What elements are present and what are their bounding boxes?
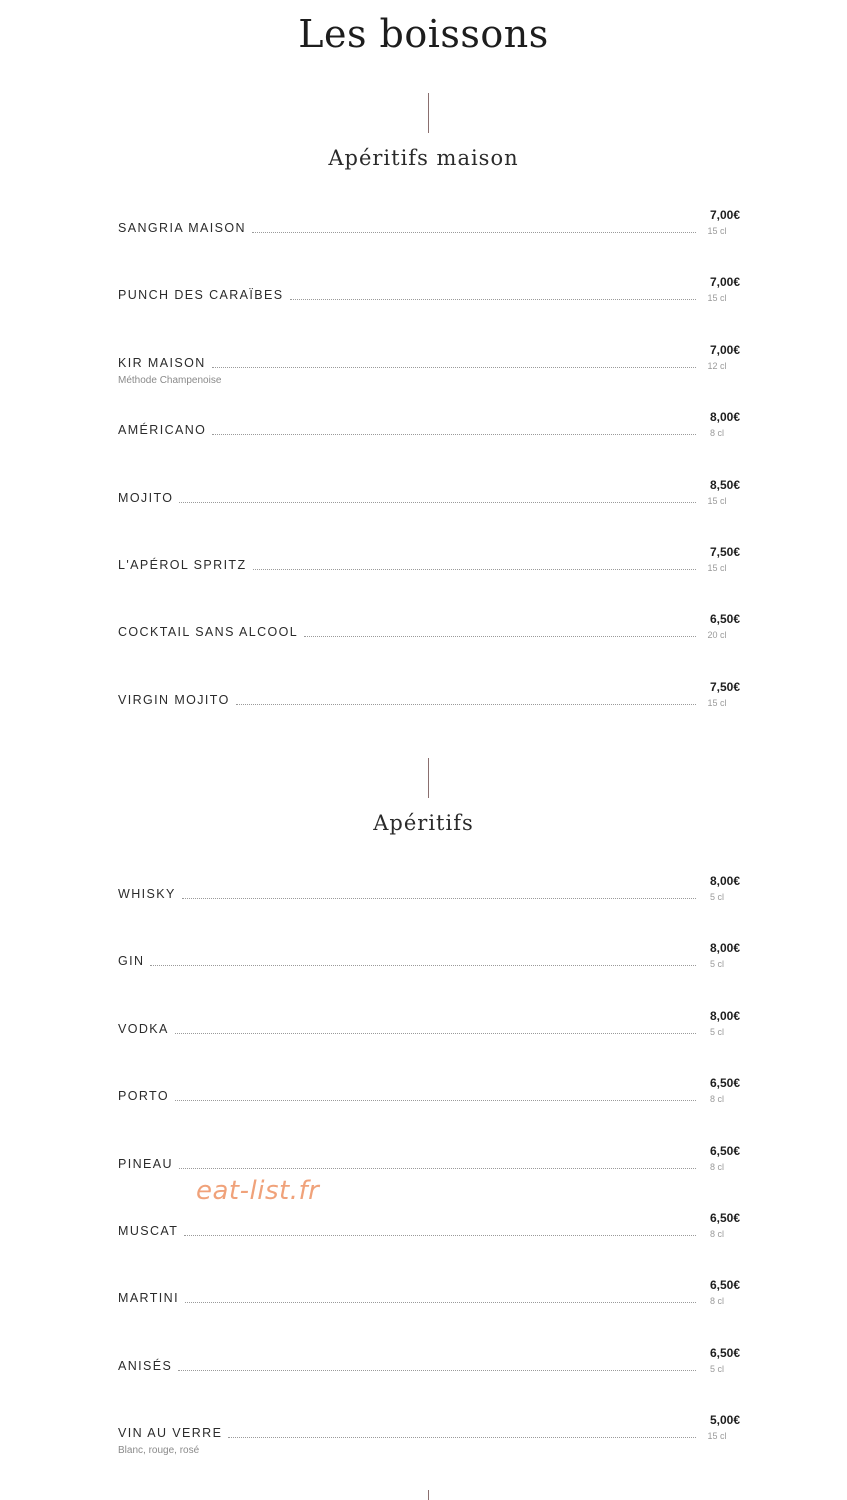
menu-item-name: MARTINI — [118, 1291, 179, 1305]
menu-item-price: 8,00€ — [709, 1009, 740, 1023]
menu-item-name: L'APÉROL SPRITZ — [118, 558, 247, 572]
section-divider — [428, 1490, 429, 1500]
menu-item-name: MUSCAT — [118, 1224, 179, 1238]
menu-item-price: 6,50€ — [709, 612, 740, 626]
dotted-leader — [185, 1302, 696, 1303]
menu-item-volume: 5 cl — [709, 959, 724, 969]
menu-item — [118, 874, 740, 930]
menu-item-price: 6,50€ — [709, 1278, 740, 1292]
menu-item-name: PINEAU — [118, 1157, 173, 1171]
menu-item-row — [118, 1358, 696, 1374]
menu-item-name: VODKA — [118, 1022, 169, 1036]
dotted-leader — [228, 1437, 696, 1438]
menu-item-price: 7,00€ — [709, 275, 740, 289]
dotted-leader — [178, 1370, 696, 1371]
menu-item-price: 7,50€ — [709, 545, 740, 559]
menu-item-volume: 8 cl — [709, 1229, 724, 1239]
dotted-leader — [179, 502, 696, 503]
menu-item-volume: 15 cl — [707, 698, 727, 708]
menu-item-price: 6,50€ — [709, 1346, 740, 1360]
dotted-leader — [179, 1168, 696, 1169]
menu-item — [118, 410, 740, 466]
dotted-leader — [175, 1100, 696, 1101]
menu-item-row — [118, 953, 696, 969]
menu-item-volume: 12 cl — [707, 361, 727, 371]
section-divider — [428, 758, 429, 798]
menu-item-price: 7,00€ — [709, 208, 740, 222]
dotted-leader — [212, 434, 696, 435]
menu-item-volume: 15 cl — [707, 293, 727, 303]
dotted-leader — [212, 367, 696, 368]
menu-item — [118, 478, 740, 534]
menu-item-price: 8,00€ — [709, 941, 740, 955]
dotted-leader — [253, 569, 696, 570]
menu-item-price: 7,00€ — [709, 343, 740, 357]
menu-item-price: 5,00€ — [709, 1413, 740, 1427]
menu-item-row — [118, 1156, 696, 1172]
menu-item-volume: 5 cl — [709, 1364, 724, 1374]
menu-item — [118, 612, 740, 668]
menu-item-name: PORTO — [118, 1089, 169, 1103]
section-title-aperitifs: Apéritifs — [373, 811, 474, 835]
menu-item — [118, 208, 740, 264]
menu-item-row — [118, 1290, 696, 1306]
menu-item — [118, 1211, 740, 1267]
menu-item-name: PUNCH DES CARAÏBES — [118, 288, 284, 302]
menu-item-description: Méthode Champenoise — [118, 375, 222, 386]
menu-item-volume: 5 cl — [709, 1027, 724, 1037]
menu-item-row — [118, 355, 696, 371]
menu-item — [118, 1413, 740, 1469]
menu-item-row — [118, 490, 696, 506]
dotted-leader — [236, 704, 696, 705]
menu-item-row — [118, 1223, 696, 1239]
menu-item — [118, 343, 740, 399]
menu-item-row — [118, 1021, 696, 1037]
watermark-logo: eat-list.fr — [196, 1176, 320, 1206]
section-divider — [428, 93, 429, 133]
dotted-leader — [252, 232, 696, 233]
menu-item-price: 8,00€ — [709, 874, 740, 888]
menu-item-price: 8,50€ — [709, 478, 740, 492]
dotted-leader — [184, 1235, 696, 1236]
menu-item-name: MOJITO — [118, 491, 174, 505]
menu-item-row — [118, 886, 696, 902]
dotted-leader — [150, 965, 696, 966]
menu-item — [118, 1346, 740, 1402]
menu-item-row — [118, 1425, 696, 1441]
dotted-leader — [182, 898, 696, 899]
menu-item-name: AMÉRICANO — [118, 423, 207, 437]
menu-item-name: ANISÉS — [118, 1359, 173, 1373]
menu-item-volume: 15 cl — [707, 496, 727, 506]
menu-item — [118, 1278, 740, 1334]
menu-item-volume: 15 cl — [707, 563, 727, 573]
menu-item-name: WHISKY — [118, 887, 176, 901]
page-title: Les boissons — [298, 12, 549, 56]
menu-item-name: SANGRIA MAISON — [118, 221, 246, 235]
menu-item-row — [118, 692, 696, 708]
menu-item — [118, 275, 740, 331]
menu-item-row — [118, 422, 696, 438]
dotted-leader — [304, 636, 696, 637]
menu-item-row — [118, 624, 696, 640]
menu-item-name: COCKTAIL SANS ALCOOL — [118, 625, 299, 639]
menu-item-name: GIN — [118, 954, 145, 968]
menu-item-volume: 15 cl — [707, 1431, 727, 1441]
menu-item-price: 6,50€ — [709, 1211, 740, 1225]
menu-item-volume: 8 cl — [709, 428, 724, 438]
menu-item-price: 6,50€ — [709, 1076, 740, 1090]
menu-item-volume: 5 cl — [709, 892, 724, 902]
menu-item-price: 6,50€ — [709, 1144, 740, 1158]
menu-item-row — [118, 287, 696, 303]
menu-item — [118, 1076, 740, 1132]
menu-item-row — [118, 1088, 696, 1104]
menu-item — [118, 1009, 740, 1065]
menu-item — [118, 941, 740, 997]
menu-item — [118, 680, 740, 736]
menu-item-description: Blanc, rouge, rosé — [118, 1445, 200, 1456]
menu-item-volume: 20 cl — [707, 630, 727, 640]
menu-item-name: KIR MAISON — [118, 356, 206, 370]
menu-item-row — [118, 220, 696, 236]
menu-item-name: VIN AU VERRE — [118, 1426, 223, 1440]
menu-item-name: VIRGIN MOJITO — [118, 693, 230, 707]
dotted-leader — [290, 299, 696, 300]
menu-item-row — [118, 557, 696, 573]
menu-item-price: 7,50€ — [709, 680, 740, 694]
menu-item-volume: 8 cl — [709, 1296, 724, 1306]
menu-item — [118, 545, 740, 601]
menu-item-volume: 15 cl — [707, 226, 727, 236]
menu-item-volume: 8 cl — [709, 1162, 724, 1172]
menu-item-price: 8,00€ — [709, 410, 740, 424]
section-title-aperitifs-maison: Apéritifs maison — [328, 146, 519, 170]
menu-item-volume: 8 cl — [709, 1094, 724, 1104]
dotted-leader — [175, 1033, 696, 1034]
